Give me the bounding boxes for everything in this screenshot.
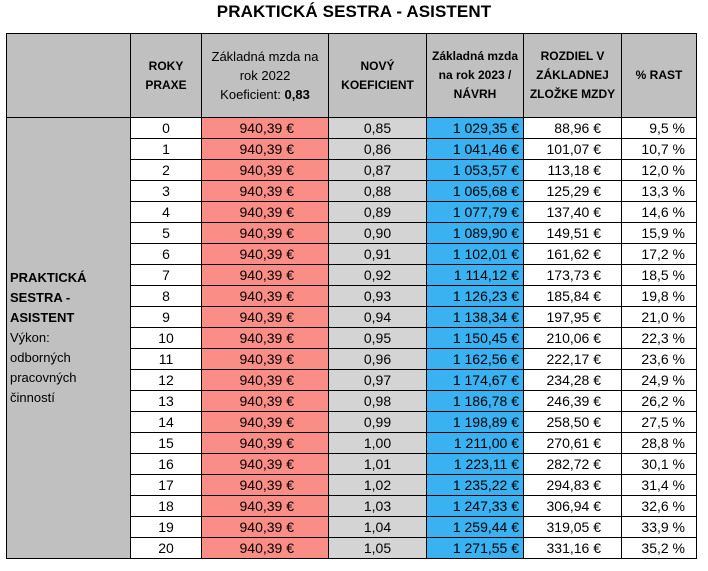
cell-zakladna-mzda-2023: 1 186,78 € (427, 391, 524, 412)
cell-rozdiel: 331,16 € (524, 538, 622, 559)
cell-rast: 13,3 % (622, 181, 697, 202)
cell-novy-koeficient: 0,88 (329, 181, 427, 202)
side-label-line7: činností (10, 390, 55, 405)
cell-zakladna-mzda-2022: 940,39 € (202, 349, 329, 370)
cell-novy-koeficient: 0,87 (329, 160, 427, 181)
cell-rozdiel: 282,72 € (524, 454, 622, 475)
cell-rozdiel: 234,28 € (524, 370, 622, 391)
cell-novy-koeficient: 1,05 (329, 538, 427, 559)
cell-roky-praxe: 14 (131, 412, 202, 433)
cell-rast: 26,2 % (622, 391, 697, 412)
cell-rast: 9,5 % (622, 118, 697, 139)
cell-zakladna-mzda-2023: 1 102,01 € (427, 244, 524, 265)
cell-roky-praxe: 12 (131, 370, 202, 391)
cell-rozdiel: 270,61 € (524, 433, 622, 454)
header-rozdiel: ROZDIEL V ZÁKLADNEJ ZLOŽKE MZDY (524, 34, 622, 118)
cell-zakladna-mzda-2023: 1 174,67 € (427, 370, 524, 391)
cell-roky-praxe: 5 (131, 223, 202, 244)
cell-zakladna-mzda-2022: 940,39 € (202, 307, 329, 328)
cell-zakladna-mzda-2022: 940,39 € (202, 223, 329, 244)
header-zakladna-mzda-2022 (202, 34, 329, 118)
cell-novy-koeficient: 0,85 (329, 118, 427, 139)
header-novy-koeficient: NOVÝ KOEFICIENT (329, 34, 427, 118)
cell-zakladna-mzda-2023: 1 138,34 € (427, 307, 524, 328)
cell-zakladna-mzda-2023: 1 077,79 € (427, 202, 524, 223)
cell-rast: 30,1 % (622, 454, 697, 475)
cell-rast: 15,9 % (622, 223, 697, 244)
cell-zakladna-mzda-2023: 1 162,56 € (427, 349, 524, 370)
cell-novy-koeficient: 0,99 (329, 412, 427, 433)
header-row (7, 34, 697, 118)
cell-rast: 18,5 % (622, 265, 697, 286)
cell-rozdiel: 294,83 € (524, 475, 622, 496)
cell-rozdiel: 101,07 € (524, 139, 622, 160)
cell-rast: 32,6 % (622, 496, 697, 517)
cell-rozdiel: 173,73 € (524, 265, 622, 286)
cell-rozdiel: 197,95 € (524, 307, 622, 328)
cell-roky-praxe: 10 (131, 328, 202, 349)
cell-novy-koeficient: 1,01 (329, 454, 427, 475)
cell-zakladna-mzda-2023: 1 150,45 € (427, 328, 524, 349)
cell-zakladna-mzda-2023: 1 211,00 € (427, 433, 524, 454)
cell-zakladna-mzda-2023: 1 271,55 € (427, 538, 524, 559)
cell-zakladna-mzda-2023: 1 065,68 € (427, 181, 524, 202)
cell-roky-praxe: 1 (131, 139, 202, 160)
cell-rozdiel: 185,84 € (524, 286, 622, 307)
cell-novy-koeficient: 0,90 (329, 223, 427, 244)
cell-rast: 14,6 % (622, 202, 697, 223)
cell-rozdiel: 88,96 € (524, 118, 622, 139)
side-label-line6: pracovných (10, 370, 77, 385)
cell-rast: 28,8 % (622, 433, 697, 454)
cell-zakladna-mzda-2022: 940,39 € (202, 244, 329, 265)
cell-novy-koeficient: 1,02 (329, 475, 427, 496)
header-zakladna-mzda-2023: Základná mzda na rok 2023 / NÁVRH (427, 34, 524, 118)
cell-zakladna-mzda-2022: 940,39 € (202, 475, 329, 496)
cell-novy-koeficient: 1,03 (329, 496, 427, 517)
cell-roky-praxe: 9 (131, 307, 202, 328)
cell-rozdiel: 149,51 € (524, 223, 622, 244)
cell-novy-koeficient: 0,92 (329, 265, 427, 286)
cell-roky-praxe: 19 (131, 517, 202, 538)
cell-rast: 33,9 % (622, 517, 697, 538)
cell-zakladna-mzda-2023: 1 235,22 € (427, 475, 524, 496)
cell-rast: 21,0 % (622, 307, 697, 328)
cell-zakladna-mzda-2022: 940,39 € (202, 202, 329, 223)
side-label-line2: SESTRA - (10, 290, 71, 305)
cell-zakladna-mzda-2023: 1 259,44 € (427, 517, 524, 538)
header-empty (7, 34, 131, 118)
cell-novy-koeficient: 0,95 (329, 328, 427, 349)
cell-zakladna-mzda-2023: 1 053,57 € (427, 160, 524, 181)
cell-zakladna-mzda-2022: 940,39 € (202, 286, 329, 307)
cell-novy-koeficient: 0,94 (329, 307, 427, 328)
cell-rozdiel: 161,62 € (524, 244, 622, 265)
header-rast: % RAST (622, 34, 697, 118)
cell-zakladna-mzda-2023: 1 126,23 € (427, 286, 524, 307)
cell-rozdiel: 113,18 € (524, 160, 622, 181)
cell-rast: 27,5 % (622, 412, 697, 433)
page-title: PRAKTICKÁ SESTRA - ASISTENT (216, 2, 492, 21)
side-label-cell (7, 118, 131, 559)
cell-zakladna-mzda-2023: 1 041,46 € (427, 139, 524, 160)
cell-novy-koeficient: 1,00 (329, 433, 427, 454)
cell-novy-koeficient: 0,91 (329, 244, 427, 265)
side-label-line4: Výkon: (10, 330, 50, 345)
cell-zakladna-mzda-2022: 940,39 € (202, 496, 329, 517)
cell-zakladna-mzda-2023: 1 089,90 € (427, 223, 524, 244)
side-label-line3: ASISTENT (10, 310, 75, 325)
salary-table (6, 33, 697, 559)
cell-zakladna-mzda-2022: 940,39 € (202, 538, 329, 559)
cell-novy-koeficient: 0,86 (329, 139, 427, 160)
cell-rast: 17,2 % (622, 244, 697, 265)
cell-roky-praxe: 8 (131, 286, 202, 307)
cell-rozdiel: 258,50 € (524, 412, 622, 433)
cell-zakladna-mzda-2022: 940,39 € (202, 433, 329, 454)
cell-rast: 24,9 % (622, 370, 697, 391)
cell-zakladna-mzda-2023: 1 198,89 € (427, 412, 524, 433)
header-zakladna-mzda-2022-label: Základná mzda na rok 2022 (211, 49, 319, 83)
cell-zakladna-mzda-2022: 940,39 € (202, 181, 329, 202)
cell-zakladna-mzda-2023: 1 114,12 € (427, 265, 524, 286)
cell-roky-praxe: 2 (131, 160, 202, 181)
cell-zakladna-mzda-2022: 940,39 € (202, 265, 329, 286)
cell-rozdiel: 246,39 € (524, 391, 622, 412)
cell-zakladna-mzda-2022: 940,39 € (202, 328, 329, 349)
cell-zakladna-mzda-2022: 940,39 € (202, 412, 329, 433)
cell-zakladna-mzda-2022: 940,39 € (202, 118, 329, 139)
side-label-line5: odborných (10, 350, 71, 365)
header-koeficient-value: 0,83 (284, 87, 310, 102)
cell-zakladna-mzda-2022: 940,39 € (202, 370, 329, 391)
cell-rozdiel: 306,94 € (524, 496, 622, 517)
cell-rozdiel: 125,29 € (524, 181, 622, 202)
cell-zakladna-mzda-2023: 1 029,35 € (427, 118, 524, 139)
cell-roky-praxe: 0 (131, 118, 202, 139)
cell-roky-praxe: 11 (131, 349, 202, 370)
cell-zakladna-mzda-2022: 940,39 € (202, 517, 329, 538)
cell-rozdiel: 319,05 € (524, 517, 622, 538)
table-body (7, 118, 697, 559)
cell-rast: 23,6 % (622, 349, 697, 370)
cell-zakladna-mzda-2022: 940,39 € (202, 454, 329, 475)
cell-zakladna-mzda-2022: 940,39 € (202, 160, 329, 181)
cell-novy-koeficient: 0,93 (329, 286, 427, 307)
cell-novy-koeficient: 0,97 (329, 370, 427, 391)
cell-zakladna-mzda-2023: 1 223,11 € (427, 454, 524, 475)
cell-roky-praxe: 17 (131, 475, 202, 496)
cell-roky-praxe: 7 (131, 265, 202, 286)
cell-roky-praxe: 16 (131, 454, 202, 475)
cell-zakladna-mzda-2023: 1 247,33 € (427, 496, 524, 517)
cell-roky-praxe: 3 (131, 181, 202, 202)
cell-rast: 10,7 % (622, 139, 697, 160)
header-roky-praxe: ROKY PRAXE (131, 34, 202, 118)
cell-roky-praxe: 4 (131, 202, 202, 223)
cell-zakladna-mzda-2022: 940,39 € (202, 391, 329, 412)
cell-rast: 12,0 % (622, 160, 697, 181)
cell-roky-praxe: 15 (131, 433, 202, 454)
cell-roky-praxe: 13 (131, 391, 202, 412)
cell-rast: 35,2 % (622, 538, 697, 559)
cell-rast: 22,3 % (622, 328, 697, 349)
cell-novy-koeficient: 0,98 (329, 391, 427, 412)
cell-roky-praxe: 18 (131, 496, 202, 517)
cell-rast: 19,8 % (622, 286, 697, 307)
cell-rozdiel: 137,40 € (524, 202, 622, 223)
side-label-line1: PRAKTICKÁ (10, 270, 87, 285)
header-koeficient-label: Koeficient: (220, 87, 281, 102)
table-row (7, 118, 697, 139)
cell-rozdiel: 210,06 € (524, 328, 622, 349)
cell-novy-koeficient: 0,96 (329, 349, 427, 370)
cell-rast: 31,4 % (622, 475, 697, 496)
cell-roky-praxe: 6 (131, 244, 202, 265)
cell-roky-praxe: 20 (131, 538, 202, 559)
cell-novy-koeficient: 0,89 (329, 202, 427, 223)
cell-novy-koeficient: 1,04 (329, 517, 427, 538)
cell-zakladna-mzda-2022: 940,39 € (202, 139, 329, 160)
cell-rozdiel: 222,17 € (524, 349, 622, 370)
